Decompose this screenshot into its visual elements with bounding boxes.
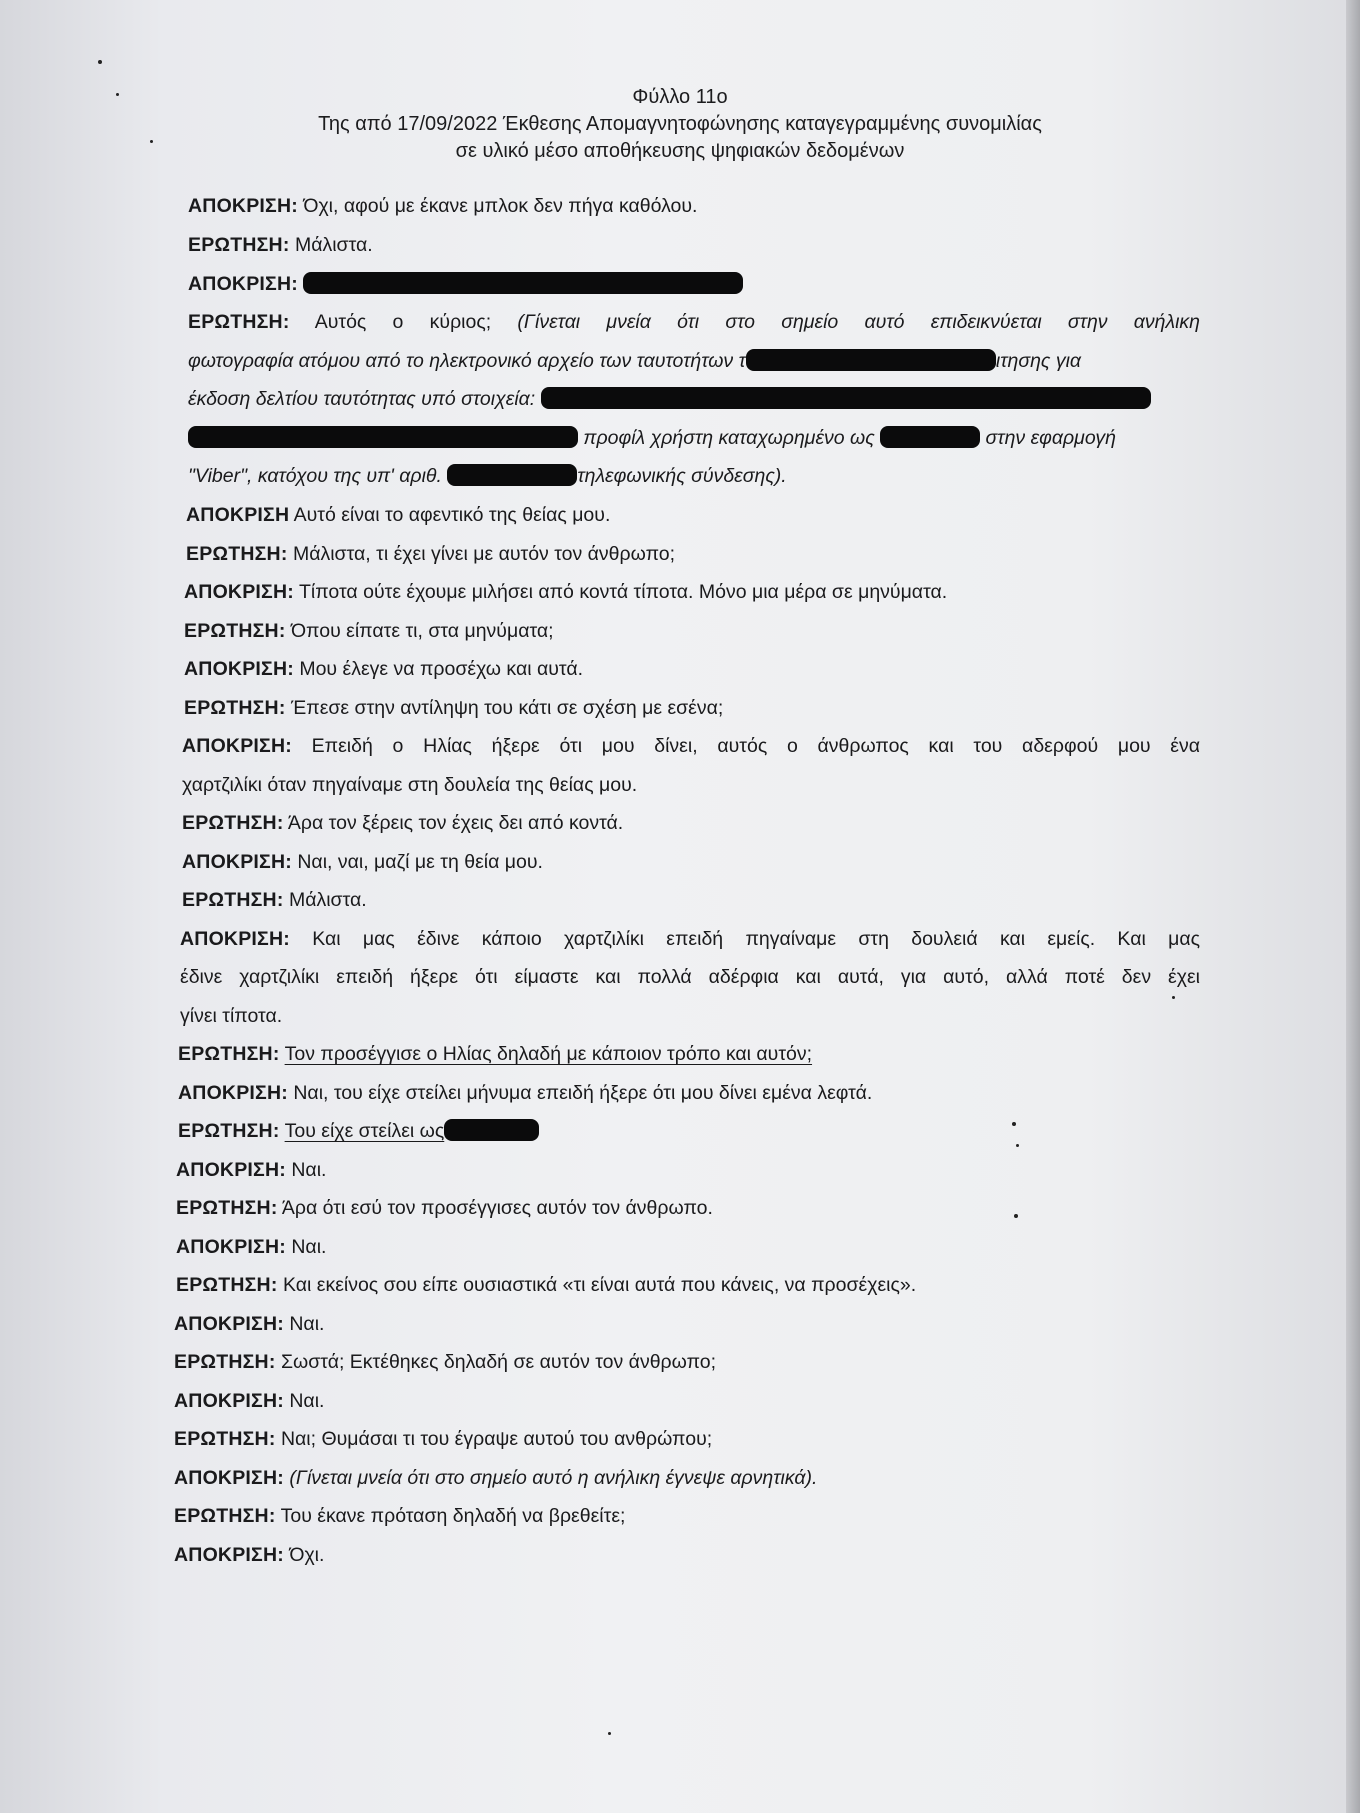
line-text-italic: έκδοση δελτίου ταυτότητας υπό στοιχεία: bbox=[188, 388, 536, 410]
transcript-line bbox=[176, 1158, 1206, 1184]
paper-speck bbox=[116, 93, 119, 96]
question-label: ΕΡΩΤΗΣΗ: bbox=[188, 311, 290, 333]
line-text: Αυτό είναι το αφεντικό της θείας μου. bbox=[293, 504, 611, 526]
paper-speck bbox=[1014, 1214, 1018, 1218]
line-text-italic: ιτησης για bbox=[995, 350, 1082, 372]
transcript-line bbox=[188, 272, 1218, 298]
line-text: Σωστά; Εκτέθηκες δηλαδή σε αυτόν τον άνθρωπο; bbox=[280, 1351, 717, 1373]
redaction-mark bbox=[447, 464, 577, 486]
line-text: Μου έλεγε να προσέχω και αυτά. bbox=[299, 658, 584, 680]
redaction-mark bbox=[188, 426, 578, 448]
line-text: γίνει τίποτα. bbox=[180, 1005, 283, 1027]
question-label: ΕΡΩΤΗΣΗ: bbox=[186, 543, 288, 565]
transcript-line bbox=[174, 1427, 1204, 1453]
paper-speck bbox=[150, 140, 153, 143]
line-text: Ναι, του είχε στείλει μήνυμα επειδή ήξερε ότι μου δίνει εμένα λεφτά. bbox=[293, 1082, 873, 1104]
question-label: ΕΡΩΤΗΣΗ: bbox=[182, 812, 284, 834]
answer-label: ΑΠΟΚΡΙΣΗ: bbox=[188, 273, 298, 295]
transcript-line bbox=[182, 734, 1200, 760]
transcript-line bbox=[188, 426, 1200, 452]
transcript-line bbox=[184, 696, 1214, 722]
line-text: Ναι. bbox=[289, 1390, 325, 1412]
line-text: Και μας έδινε κάποιο χαρτζιλίκι επειδή πηγαίναμε στη δουλειά και εμείς. Και μας bbox=[312, 928, 1201, 950]
transcript-line bbox=[180, 965, 1200, 991]
document-header bbox=[240, 84, 1120, 165]
transcript-line bbox=[174, 1389, 1204, 1415]
question-label: ΕΡΩΤΗΣΗ: bbox=[178, 1120, 280, 1142]
line-text: Ναι; Θυμάσαι τι του έγραψε αυτού του ανθρώπου; bbox=[280, 1428, 713, 1450]
line-text: Έπεσε στην αντίληψη του κάτι σε σχέση με εσένα; bbox=[290, 697, 724, 719]
transcript-line bbox=[184, 657, 1214, 683]
answer-label: ΑΠΟΚΡΙΣΗ: bbox=[182, 735, 292, 757]
page-edge-shadow bbox=[1346, 0, 1360, 1813]
transcript-line bbox=[188, 464, 1218, 490]
line-text: Άρα ότι εσύ τον προσέγγισες αυτόν τον άνθρωπο. bbox=[281, 1197, 713, 1219]
answer-label: ΑΠΟΚΡΙΣΗ: bbox=[174, 1467, 284, 1489]
paper-speck bbox=[1172, 996, 1175, 999]
transcript-line bbox=[182, 773, 1212, 799]
transcript-line bbox=[184, 619, 1214, 645]
line-text: Μάλιστα. bbox=[288, 889, 367, 911]
transcript-line bbox=[182, 888, 1212, 914]
question-label: ΕΡΩΤΗΣΗ: bbox=[176, 1197, 278, 1219]
transcript-line bbox=[188, 387, 1200, 413]
answer-label: ΑΠΟΚΡΙΣΗ: bbox=[174, 1313, 284, 1335]
redaction-mark bbox=[746, 349, 996, 371]
transcript-line bbox=[178, 1042, 1208, 1068]
answer-label: ΑΠΟΚΡΙΣΗ: bbox=[184, 581, 294, 603]
transcript-line bbox=[188, 194, 1218, 220]
line-text-italic: φωτογραφία ατόμου από το ηλεκτρονικό αρχείο των ταυτοτήτων τ bbox=[188, 350, 746, 372]
answer-label: ΑΠΟΚΡΙΣΗ: bbox=[174, 1544, 284, 1566]
answer-label: ΑΠΟΚΡΙΣΗ: bbox=[182, 851, 292, 873]
transcript-line bbox=[182, 811, 1212, 837]
line-text: Αυτός ο κύριος; bbox=[314, 311, 518, 333]
transcript-line bbox=[186, 503, 1216, 529]
paper-speck bbox=[1012, 1122, 1016, 1126]
transcript-line bbox=[174, 1312, 1204, 1338]
question-label: ΕΡΩΤΗΣΗ: bbox=[174, 1351, 276, 1373]
paper-speck bbox=[98, 60, 102, 64]
line-text-italic: προφίλ χρήστη καταχωρημένο ως bbox=[583, 427, 875, 449]
transcript-line bbox=[174, 1504, 1204, 1530]
transcript-line bbox=[176, 1196, 1206, 1222]
transcript-line bbox=[188, 310, 1200, 336]
paper-speck bbox=[1016, 1144, 1019, 1147]
answer-label: ΑΠΟΚΡΙΣΗ: bbox=[178, 1082, 288, 1104]
transcript-line bbox=[184, 580, 1214, 606]
answer-label: ΑΠΟΚΡΙΣΗ: bbox=[180, 928, 290, 950]
line-text: Ναι. bbox=[289, 1313, 325, 1335]
line-text: Μάλιστα. bbox=[294, 234, 373, 256]
transcript-line bbox=[180, 927, 1200, 953]
line-text-italic: τηλεφωνικής σύνδεσης). bbox=[577, 465, 787, 487]
question-label: ΕΡΩΤΗΣΗ: bbox=[188, 234, 290, 256]
redaction-mark bbox=[541, 387, 1151, 409]
redaction-mark bbox=[444, 1119, 539, 1141]
transcript-line bbox=[176, 1273, 1206, 1299]
transcript-line bbox=[180, 1004, 1210, 1030]
line-text: Τίποτα ούτε έχουμε μιλήσει από κοντά τίποτα. Μόνο μια μέρα σε μηνύματα. bbox=[299, 581, 948, 603]
transcript-line bbox=[178, 1081, 1208, 1107]
answer-label: ΑΠΟΚΡΙΣΗ: bbox=[176, 1236, 286, 1258]
line-text: Επειδή ο Ηλίας ήξερε ότι μου δίνει, αυτός ο άνθρωπος και του αδερφού μου ένα bbox=[311, 735, 1201, 757]
line-text: Ναι, ναι, μαζί με τη θεία μου. bbox=[297, 851, 543, 873]
line-text-italic: στην εφαρμογή bbox=[985, 427, 1116, 449]
line-text-italic: (Γίνεται μνεία ότι στο σημείο αυτό επιδεικνύεται στην ανήλικη bbox=[517, 311, 1200, 333]
transcript-line bbox=[174, 1466, 1204, 1492]
question-label: ΕΡΩΤΗΣΗ: bbox=[174, 1505, 276, 1527]
question-label: ΕΡΩΤΗΣΗ: bbox=[176, 1274, 278, 1296]
line-text: Όχι. bbox=[289, 1544, 325, 1566]
transcript-line bbox=[186, 542, 1216, 568]
line-text: Ναι. bbox=[291, 1236, 327, 1258]
transcript-line bbox=[182, 850, 1212, 876]
transcript-line bbox=[188, 233, 1218, 259]
answer-label: ΑΠΟΚΡΙΣΗ: bbox=[174, 1390, 284, 1412]
line-text: Και εκείνος σου είπε ουσιαστικά «τι είναι αυτά που κάνεις, να προσέχεις». bbox=[282, 1274, 917, 1296]
question-label: ΕΡΩΤΗΣΗ: bbox=[184, 620, 286, 642]
question-label: ΕΡΩΤΗΣΗ: bbox=[184, 697, 286, 719]
redaction-mark bbox=[303, 272, 743, 294]
redaction-mark bbox=[880, 426, 980, 448]
sheet-number: Φύλλο 11ο bbox=[632, 86, 728, 108]
line-text-underlined: Του είχε στείλει ως bbox=[284, 1120, 445, 1142]
line-text: Όπου είπατε τι, στα μηνύματα; bbox=[290, 620, 554, 642]
line-text: έδινε χαρτζιλίκι επειδή ήξερε ότι είμαστε και πολλά αδέρφια και αυτά, για αυτό, αλλά ποτέ δεν έχει bbox=[180, 966, 1200, 988]
line-text: χαρτζιλίκι όταν πηγαίναμε στη δουλεία της θείας μου. bbox=[182, 774, 638, 796]
line-text: Του έκανε πρόταση δηλαδή να βρεθείτε; bbox=[280, 1505, 626, 1527]
transcript-line bbox=[178, 1119, 1208, 1145]
question-label: ΕΡΩΤΗΣΗ: bbox=[178, 1043, 280, 1065]
line-text-underlined: Τον προσέγγισε ο Ηλίας δηλαδή με κάποιον τρόπο και αυτόν; bbox=[284, 1043, 813, 1065]
document-title: Της από 17/09/2022 Έκθεσης Απομαγνητοφώνησης καταγεγραμμένης συνομιλίας bbox=[318, 113, 1042, 135]
answer-label: ΑΠΟΚΡΙΣΗ: bbox=[188, 195, 298, 217]
answer-label: ΑΠΟΚΡΙΣΗ: bbox=[184, 658, 294, 680]
line-text: Άρα τον ξέρεις τον έχεις δει από κοντά. bbox=[287, 812, 624, 834]
transcript-line bbox=[174, 1350, 1204, 1376]
document-subtitle: σε υλικό μέσο αποθήκευσης ψηφιακών δεδομένων bbox=[455, 140, 905, 162]
paper-speck bbox=[608, 1732, 611, 1735]
transcript-line bbox=[174, 1543, 1204, 1569]
line-text-italic: "Viber", κατόχου της υπ' αριθ. bbox=[188, 465, 442, 487]
question-label: ΕΡΩΤΗΣΗ: bbox=[174, 1428, 276, 1450]
transcript-line bbox=[188, 349, 1200, 375]
line-text: Ναι. bbox=[291, 1159, 327, 1181]
answer-label: ΑΠΟΚΡΙΣΗ bbox=[186, 504, 290, 526]
answer-label: ΑΠΟΚΡΙΣΗ: bbox=[176, 1159, 286, 1181]
line-text-italic: (Γίνεται μνεία ότι στο σημείο αυτό η ανήλικη έγνεψε αρνητικά). bbox=[289, 1467, 818, 1489]
line-text: Όχι, αφού με έκανε μπλοκ δεν πήγα καθόλου. bbox=[303, 195, 698, 217]
line-text: Μάλιστα, τι έχει γίνει με αυτόν τον άνθρωπο; bbox=[292, 543, 676, 565]
question-label: ΕΡΩΤΗΣΗ: bbox=[182, 889, 284, 911]
transcript-line bbox=[176, 1235, 1206, 1261]
